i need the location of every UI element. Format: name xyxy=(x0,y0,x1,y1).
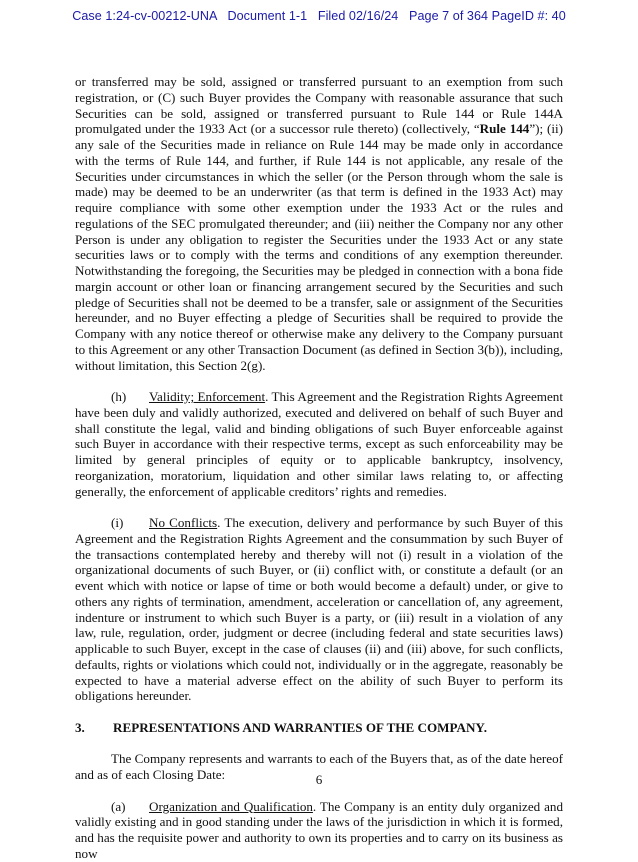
filed-date: Filed 02/16/24 xyxy=(317,9,399,23)
defined-term-rule-144: Rule 144 xyxy=(479,121,530,137)
section-i-paragraph: (i) No Conflicts. The execution, delivery and performance by such Buyer of this Agreement and the Registration Rights Agreement and the consummation by such Buyer of the transactions contemplated hereby and thereby will not (i) result in a violation of the organizational documents of such Buyer, or (ii) conflict with, or constitute a default (or an event which with notice or lapse of time or both would become a default) under, or give to others any rights of termination, amendment, acceleration or cancellation of, any agreement, indenture or instrument to which such Buyer is a party, or (iii) result in a violation of any law, rule, regulation, order, judgment or decree (including federal and state securities laws) applicable to such Buyer, except in the case of clauses (ii) and (iii) above, for such conflicts, defaults, rights or violations which could not, individually or in the aggregate, reasonably be expected to have a material adverse effect on the ability of such Buyer to perform its obligations hereunder. xyxy=(75,515,563,704)
document-number: Document 1-1 xyxy=(227,9,308,23)
section-i-title: No Conflicts xyxy=(149,515,218,530)
document-page-body xyxy=(75,74,563,862)
page-id: PageID #: 40 xyxy=(491,9,566,23)
court-filing-header xyxy=(0,9,638,23)
case-number: Case 1:24-cv-00212-UNA xyxy=(72,9,217,23)
section-i-label: (i) xyxy=(111,515,124,530)
section-3-title: REPRESENTATIONS AND WARRANTIES OF THE COMPANY. xyxy=(113,719,487,735)
page-of-total: Page 7 of 364 xyxy=(409,9,489,23)
section-3-number: 3. xyxy=(75,719,85,735)
section-3-heading xyxy=(75,720,563,736)
page-number: 6 xyxy=(315,772,323,787)
section-3a-paragraph: (a) Organization and Qualification. The Company is an entity duly organized and validly existing and in good standing under the laws of the jurisdiction in which it is formed, and has the requisite power and authority to own its properties and to carry on its business as now xyxy=(75,798,563,861)
section-3-intro: The Company represents and warrants to each of the Buyers that, as of the date hereof and as of each Closing Date: xyxy=(75,751,563,782)
section-h-label: (h) xyxy=(111,389,127,404)
continuation-paragraph: or transferred may be sold, assigned or transferred pursuant to an exemption from such registration, or (C) such Buyer provides the Company with reasonable assurance that such Securities can be sold, assigned or transferred pursuant to Rule 144 or Rule 144A promulgated under the 1933 Act (or a successor rule thereto) (collectively, “Rule 144”); (ii) any sale of the Securities made in reliance on Rule 144 may be made only in accordance with the terms of Rule 144, and further, if Rule 144 is not applicable, any resale of the Securities under circumstances in which the seller (or the Person through whom the sale is made) may be deemed to be an underwriter (as that term is defined in the 1933 Act) may require compliance with some other exemption under the 1933 Act or the rules and regulations of the SEC promulgated thereunder; and (iii) neither the Company nor any other Person is under any obligation to register the Securities under the 1933 Act or any state securities laws or to comply with the terms and conditions of any exemption thereunder. Notwithstanding the foregoing, the Securities may be pledged in connection with a bona fide margin account or other loan or financing arrangement secured by the Securities and such pledge of Securities shall not be deemed to be a transfer, sale or assignment of the Securities hereunder, and no Buyer effecting a pledge of Securities shall be required to provide the Company with any notice thereof or otherwise make any delivery to the Company pursuant to this Agreement or any other Transaction Document (as defined in Section 3(b)), including, without limitation, this Section 2(g). xyxy=(75,74,563,373)
section-h-title: Validity; Enforcement xyxy=(149,389,266,404)
section-3a-label: (a) xyxy=(111,798,126,814)
section-h-paragraph: (h) Validity; Enforcement. This Agreement and the Registration Rights Agreement have been duly and validly authorized, executed and delivered on behalf of such Buyer and shall constitute the legal, valid and binding obligations of such Buyer enforceable against such Buyer in accordance with their respective terms, except as such enforceability may be limited by general principles of equity or to applicable bankruptcy, insolvency, reorganization, moratorium, liquidation and other similar laws relating to, or affecting generally, the enforcement of applicable creditors’ rights and remedies. xyxy=(75,389,563,499)
section-3a-title: Organization and Qualification xyxy=(149,798,313,814)
